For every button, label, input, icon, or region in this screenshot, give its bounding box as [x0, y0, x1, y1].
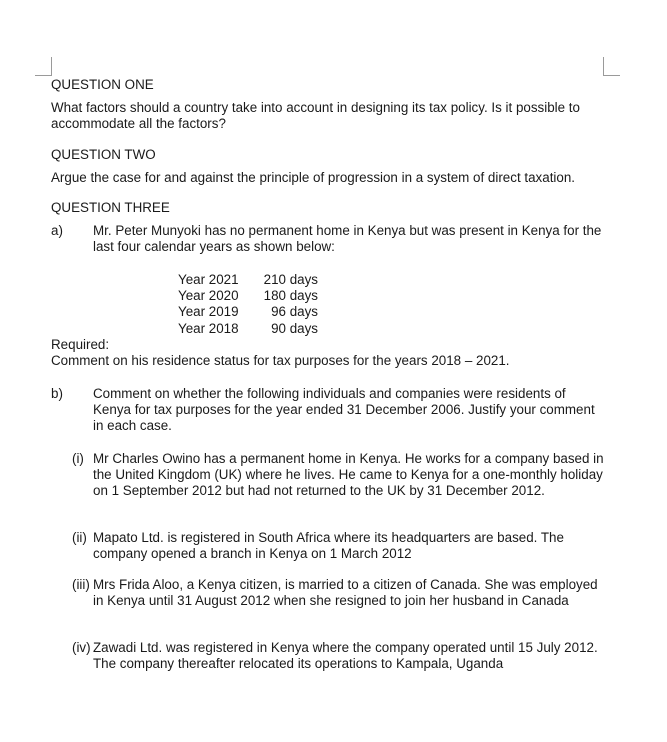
part-b-text: Comment on whether the following individuals and companies were residents of Kenya for tax purposes for the year ended 31 December 2006. Justify your comment in each case.	[93, 386, 595, 434]
presence-row	[178, 288, 318, 304]
item-i-label: (i)	[72, 451, 84, 466]
presence-row	[178, 304, 318, 320]
presence-year: Year 2021	[178, 272, 239, 287]
presence-days: 90 days	[271, 320, 318, 336]
part-b-label: b)	[51, 386, 63, 401]
crop-mark-top-left	[35, 57, 52, 76]
presence-year: Year 2020	[178, 288, 239, 304]
presence-row	[178, 272, 318, 288]
question-two-text: Argue the case for and against the principle of progression in a system of direct taxation.	[51, 170, 576, 185]
item-iii-text: Mrs Frida Aloo, a Kenya citizen, is married to a citizen of Canada. She was employed in Kenya until 31 August 2012 when she resigned to join her husband in Canada	[93, 577, 598, 609]
presence-days: 180 days	[263, 288, 318, 304]
presence-year: Year 2018	[178, 320, 239, 336]
item-ii-label: (ii)	[72, 530, 87, 545]
presence-row	[178, 321, 318, 337]
presence-year: Year 2019	[178, 304, 239, 320]
item-iv-text: Zawadi Ltd. was registered in Kenya where the company operated until 15 July 2012. The company thereafter relocated its operations to Kampala, Uganda	[93, 640, 598, 672]
question-three-heading: QUESTION THREE	[51, 200, 170, 215]
item-iv-label: (iv)	[72, 640, 91, 655]
presence-table	[178, 272, 318, 337]
required-text: Comment on his residence status for tax purposes for the years 2018 – 2021.	[51, 353, 510, 368]
item-i-text: Mr Charles Owino has a permanent home in Kenya. He works for a company based in the United Kingdom (UK) where he lives. He came to Kenya for a one-monthly holiday on 1 September 2012 but had not returned to the UK by 31 December 2012.	[93, 451, 604, 499]
item-ii-text: Mapato Ltd. is registered in South Africa where its headquarters are based. The company opened a branch in Kenya on 1 March 2012	[93, 530, 564, 562]
question-one-heading: QUESTION ONE	[51, 77, 154, 92]
part-a-text: Mr. Peter Munyoki has no permanent home in Kenya but was present in Kenya for the last four calendar years as shown below:	[93, 223, 602, 255]
item-iii-label: (iii)	[72, 577, 90, 592]
question-two-heading: QUESTION TWO	[51, 147, 156, 162]
part-a-label: a)	[51, 223, 63, 238]
question-one-text: What factors should a country take into account in designing its tax policy. Is it possible to accommodate all the factors?	[51, 100, 580, 132]
required-label: Required:	[51, 337, 110, 352]
crop-mark-top-right	[603, 57, 620, 76]
presence-days: 210 days	[263, 272, 318, 287]
presence-days: 96 days	[271, 304, 318, 320]
